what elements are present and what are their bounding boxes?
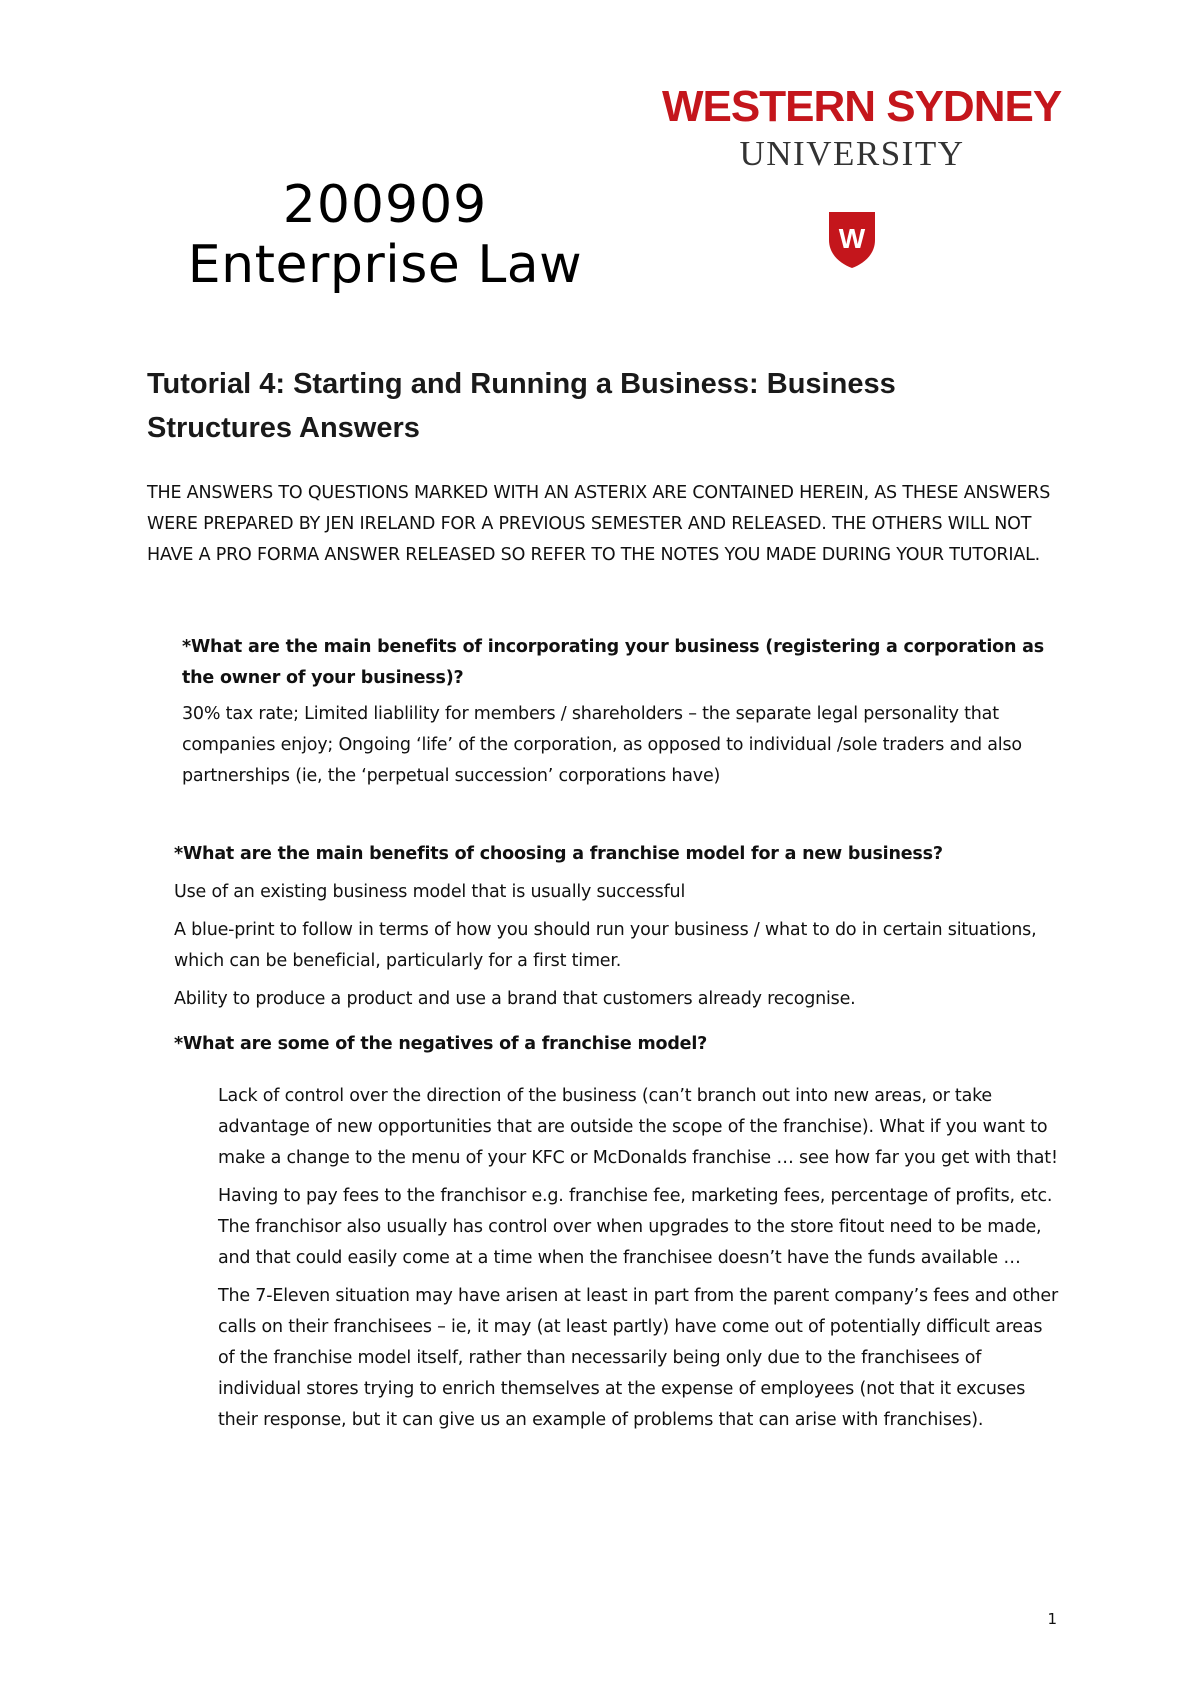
question-2-heading: *What are the main benefits of choosing a franchise model for a new business? bbox=[174, 844, 943, 864]
university-logo bbox=[662, 82, 1062, 282]
shield-letter: W bbox=[838, 223, 866, 254]
question-2-answer-1: Use of an existing business model that is usually successful bbox=[174, 882, 686, 902]
question-3-heading-block bbox=[174, 1029, 1054, 1060]
answers-notice: THE ANSWERS TO QUESTIONS MARKED WITH AN ASTERIX ARE CONTAINED HEREIN, AS THESE ANSWERS WERE PREPARED BY JEN IRELAND FOR A PREVIOUS SEMESTER AND RELEASED. THE OTHERS WILL NOT HAVE A PRO FORMA ANSWER RELEASED SO REFER TO THE NOTES YOU MADE DURING YOUR TUTORIAL. bbox=[147, 483, 1051, 565]
page-number: 1 bbox=[1047, 1610, 1057, 1628]
question-3-answer-1: Lack of control over the direction of the business (can’t branch out into new areas, or take advantage of new opportunities that are outside the scope of the franchise). What if you want to make a change to the menu of your KFC or McDonalds franchise … see how far you get with that! bbox=[218, 1086, 1058, 1168]
question-2-block bbox=[174, 839, 1054, 1015]
question-3-answers bbox=[218, 1081, 1063, 1436]
tutorial-title: Tutorial 4: Starting and Running a Business: Business Structures Answers bbox=[147, 368, 896, 444]
logo-wordmark-line1: WESTERN SYDNEY bbox=[662, 82, 1062, 131]
logo-wordmark-line2: UNIVERSITY bbox=[739, 134, 965, 173]
question-3-answer-3: The 7-Eleven situation may have arisen at least in part from the parent company’s fees and other calls on their franchisees – ie, it may (at least partly) have come out of potentially difficult areas of the franchise model itself, rather than necessarily being only due to the franchisees of individual stores trying to enrich themselves at the expense of employees (not that it excuses their response, but it can give us an example of problems that can arise with franchises). bbox=[218, 1286, 1058, 1430]
course-code: 200909 bbox=[282, 175, 488, 235]
course-name: Enterprise Law bbox=[187, 235, 583, 295]
question-1-heading: *What are the main benefits of incorporating your business (registering a corporation as the owner of your business)? bbox=[182, 637, 1044, 688]
shield-icon bbox=[827, 210, 877, 270]
question-2-answer-3: Ability to produce a product and use a brand that customers already recognise. bbox=[174, 989, 856, 1009]
question-3-answer-2: Having to pay fees to the franchisor e.g. franchise fee, marketing fees, percentage of profits, etc. The franchisor also usually has control over when upgrades to the store fitout need to be made, and that could easily come at a time when the franchisee doesn’t have the funds available … bbox=[218, 1186, 1053, 1268]
question-1-answer-1: 30% tax rate; Limited liablility for members / shareholders – the separate legal personality that companies enjoy; Ongoing ‘life’ of the corporation, as opposed to individual /sole traders and also partnerships (ie, the ‘perpetual succession’ corporations have) bbox=[182, 704, 1022, 786]
course-title-block bbox=[150, 175, 620, 295]
question-2-answer-2: A blue-print to follow in terms of how you should run your business / what to do in certain situations, which can be beneficial, particularly for a first timer. bbox=[174, 920, 1037, 971]
question-1-block bbox=[182, 632, 1062, 792]
question-3-heading: *What are some of the negatives of a franchise model? bbox=[174, 1034, 708, 1054]
